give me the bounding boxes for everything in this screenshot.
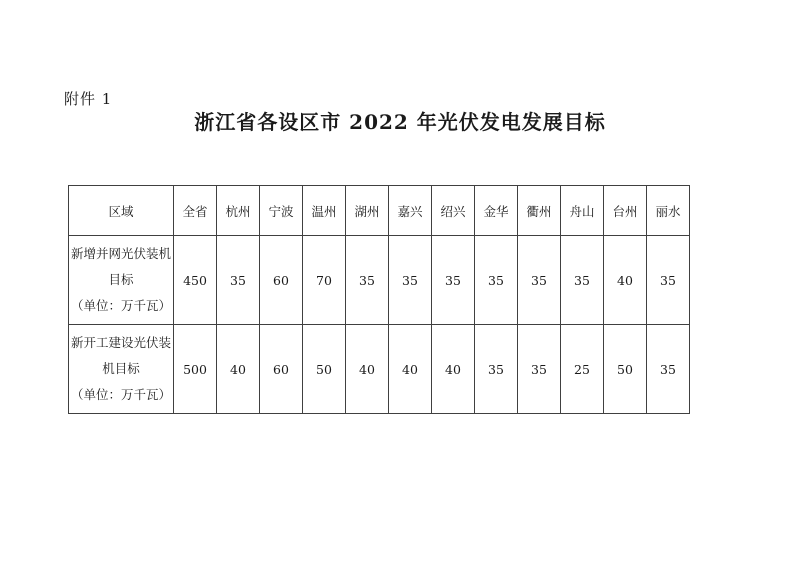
row-label-line: （单位：万千瓦） <box>70 387 171 402</box>
value-cell: 60 <box>260 236 303 325</box>
value-cell: 500 <box>174 325 217 414</box>
row-label-line: 新增并网光伏装机 <box>70 246 171 261</box>
header-cell-province: 全省 <box>174 186 217 236</box>
header-cell-shaoxing: 绍兴 <box>432 186 475 236</box>
header-cell-region: 区域 <box>69 186 174 236</box>
row-label-line: （单位：万千瓦） <box>70 298 171 313</box>
value-cell: 35 <box>432 236 475 325</box>
row-label-new-construction <box>69 325 174 414</box>
value-cell: 35 <box>647 236 690 325</box>
value-cell: 40 <box>432 325 475 414</box>
header-cell-lishui: 丽水 <box>647 186 690 236</box>
header-cell-quzhou: 衢州 <box>518 186 561 236</box>
value-cell: 35 <box>518 325 561 414</box>
value-cell: 60 <box>260 325 303 414</box>
row-label-line: 机目标 <box>102 361 140 376</box>
header-cell-jiaxing: 嘉兴 <box>389 186 432 236</box>
attachment-label: 附件 1 <box>64 90 113 108</box>
header-cell-taizhou: 台州 <box>604 186 647 236</box>
targets-table <box>68 185 690 414</box>
header-cell-huzhou: 湖州 <box>346 186 389 236</box>
value-cell: 35 <box>518 236 561 325</box>
document-title: 浙江省各设区市 2022 年光伏发电发展目标 <box>194 110 606 134</box>
header-cell-wenzhou: 温州 <box>303 186 346 236</box>
value-cell: 25 <box>561 325 604 414</box>
value-cell: 35 <box>217 236 260 325</box>
header-cell-hangzhou: 杭州 <box>217 186 260 236</box>
value-cell: 70 <box>303 236 346 325</box>
value-cell: 40 <box>604 236 647 325</box>
row-label-line: 新开工建设光伏装 <box>70 335 171 350</box>
value-cell: 35 <box>475 236 518 325</box>
value-cell: 35 <box>346 236 389 325</box>
row-label-grid-connected <box>69 236 174 325</box>
value-cell: 450 <box>174 236 217 325</box>
value-cell: 35 <box>647 325 690 414</box>
value-cell: 50 <box>604 325 647 414</box>
value-cell: 35 <box>389 236 432 325</box>
row-label-line: 目标 <box>108 272 134 287</box>
header-cell-zhoushan: 舟山 <box>561 186 604 236</box>
table-row-new-construction-target <box>69 325 690 414</box>
value-cell: 35 <box>475 325 518 414</box>
table-header-row <box>69 186 690 236</box>
header-cell-ningbo: 宁波 <box>260 186 303 236</box>
value-cell: 40 <box>217 325 260 414</box>
header-cell-jinhua: 金华 <box>475 186 518 236</box>
value-cell: 50 <box>303 325 346 414</box>
value-cell: 35 <box>561 236 604 325</box>
value-cell: 40 <box>389 325 432 414</box>
value-cell: 40 <box>346 325 389 414</box>
table-row-grid-connected-target <box>69 236 690 325</box>
